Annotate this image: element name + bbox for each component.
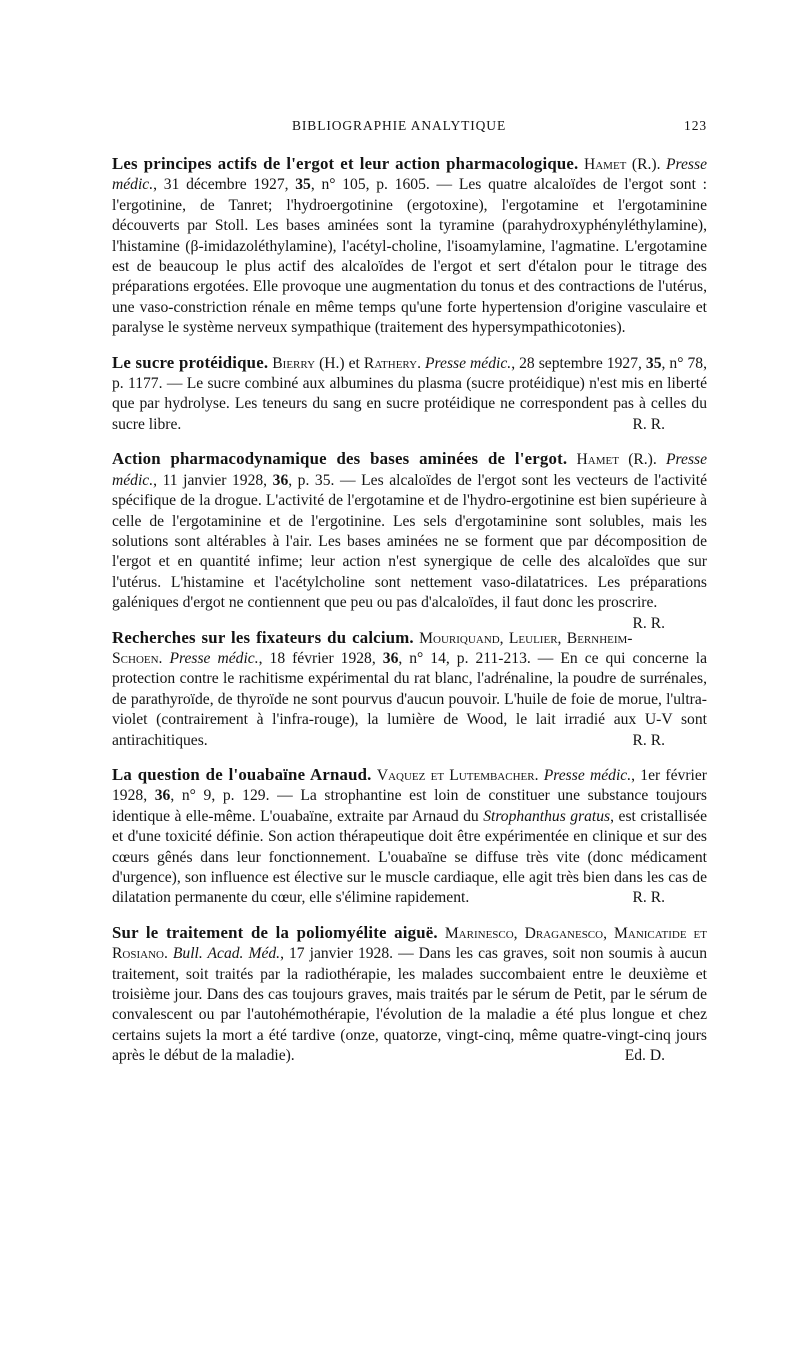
entry-signature: R. R. [632, 889, 665, 907]
entry-body-species: Strophanthus gratus [483, 807, 611, 825]
entry-volume: 36 [382, 649, 399, 667]
entry-body: — Dans les cas graves, soit non soumis à aucun traitement, soit traités par la radiothérapie, les malades succombaient entre le deuxième et troisième jour. Dans des cas toujours graves, mais traités par le sérum de Petit, par le sérum de convalescent ou par l'autohémothérapie, l'évolution de la maladie a été plus longue et chez certains sujets la mort a été tardive (onze, quatorze, vingt-cinq, même quatre-vingt-cinq jours après le début de la maladie). [112, 945, 707, 1065]
running-header [112, 118, 707, 140]
bibliography-entry [112, 449, 708, 632]
entry-citation: , 1er février 1928, [112, 766, 707, 805]
entry-heading: La question de l'ouabaïne Arnaud. [112, 764, 372, 784]
entry-author-initial: (R.). [631, 156, 661, 173]
entry-body: — Les alcaloïdes de l'ergot sont les vecteurs de l'activité spécifique de la drogue. L'activité de l'ergotamine et de l'hydro-ergotinine est bien supérieure à celle de l'ergotaminine et de l'ergotinine. Les sels d'ergotaminine sont solubles, mais les solutions sont altérables à l'air. Les bases aminées ne se forment que par décomposition de l'ergot et en quantité infime; leur action n'est synergique de celle des alcaloïdes que sur l'utérus. L'histamine et l'acétylcholine sont nettement vaso-dilatatrices. Les préparations galéniques d'ergot ne contiennent que peu ou pas d'alcaloïdes, il faut donc les proscrire. [112, 471, 708, 612]
entry-author-2: Rathery. [363, 354, 422, 372]
entry-body-intro: — La strophantine est loin de constituer une substance toujours identique à elle-même. L'ouabaïne, extraite par Arnaud du [112, 787, 707, 825]
entry-citation-tail: , n° 9, p. 129. [170, 787, 270, 805]
entry-journal: Presse médic. [112, 156, 707, 194]
entry-citation: , 11 janvier 1928, [153, 471, 273, 489]
entry-author: Marinesco, Draganesco, Manicatide et Rosiano. [112, 924, 707, 963]
entry-signature: Ed. D. [624, 1047, 665, 1065]
page-number: 123 [684, 118, 707, 133]
entry-citation-tail: , n° 105, p. 1605. [310, 176, 430, 194]
running-title: BIBLIOGRAPHIE ANALYTIQUE [292, 118, 507, 133]
entry-volume: 35 [295, 176, 311, 194]
entry-volume: 36 [272, 471, 289, 489]
entry-signature: R. R. [632, 415, 665, 433]
entry-body: — En ce qui concerne la protection contre le rachitisme expérimental du rat blanc, l'adrénaline, la poudre de surrénales, de parathyroïde, de thyroïde ne sont pourvus d'aucun pouvoir. L'huile de foie de morue, l'ultra-violet (contrairement à l'infra-rouge), la lumière de Wood, le lait irradié aux U-V sont antirachitiques. [112, 649, 708, 749]
entry-journal: Presse médic. [543, 766, 632, 784]
entry-volume: 35 [645, 354, 662, 372]
entry-citation: , 28 septembre 1927, [511, 354, 646, 372]
document-page [112, 118, 707, 1067]
entry-author: Hamet [576, 451, 619, 469]
entry-author: Bierry [272, 354, 316, 372]
entry-journal: Presse médic. [112, 451, 708, 489]
entry-heading: Recherches sur les fixateurs du calcium. [112, 627, 414, 647]
entry-author: Hamet [583, 156, 627, 173]
entry-signature: R. R. [632, 731, 665, 749]
entry-body: — Les quatre alcaloïdes de l'ergot sont : l'ergotinine, de Tanret; l'hydroergotinine (ergotoxine), l'ergotamine et l'ergotaminine découverts par Stoll. Les bases aminées sont la tyramine (parahydroxyphényléthylamine), l'histamine (β-imidazoléthylamine), l'acétyl-choline, l'isoamylamine, l'agmatine. L'ergotamine est de beaucoup le plus actif des alcaloïdes de l'ergot et sert d'étalon pour le titrage des préparations ergotées. Elle provoque une augmentation du tonus et des contractions de l'utérus, une vaso-constriction rénale en même temps qu'une forte hypertension d'origine vasculaire et paralyse le système nerveux sympathique (traitement des hypersympathicotonies). [112, 176, 707, 337]
bibliography-entry [112, 154, 707, 339]
entry-author: Vaquez et Lutembacher. [376, 766, 539, 784]
entry-author-initial: (R.). [628, 451, 657, 469]
entry-citation-tail: , p. 35. [288, 471, 335, 489]
entry-signature: R. R. [632, 614, 665, 632]
entry-body: , est cristallisée et d'une toxicité définie. Son action thérapeutique doit être expérimentée en clinique et sur des cœurs gênés dans leur fonctionnement. L'ouabaïne se diffuse très vite (donc médicament d'urgence), son influence est élective sur le muscle cardiaque, elle agit très bien dans les cas de dilatation permanente du cœur, elle s'élimine rapidement. [112, 807, 708, 907]
entry-volume: 36 [154, 787, 171, 805]
entry-citation-tail: , n° 14, p. 211-213. [398, 649, 531, 667]
entry-journal: Presse médic. [425, 354, 512, 372]
entry-citation: , 31 décembre 1927, [153, 176, 296, 194]
entry-author: Mouriquand, Leulier, Bernheim-Schoen. [112, 629, 633, 667]
bibliography-entry [112, 353, 707, 436]
entry-heading: Les principes actifs de l'ergot et leur action pharmacologique. [112, 154, 579, 173]
entry-heading: Action pharmacodynamique des bases aminées de l'ergot. [112, 449, 568, 469]
entry-body: — Le sucre combiné aux albumines du plasma (sucre protéidique) n'est mis en liberté que par hydrolyse. Les teneurs du sang en sucre protéidique ne correspondent pas à celles du sucre libre. [112, 375, 707, 433]
entry-journal: Presse médic. [169, 649, 259, 667]
entry-citation: , 17 janvier 1928. [280, 945, 394, 963]
entry-citation-tail: , n° 78, p. 1177. [112, 354, 707, 393]
bibliography-entry [112, 628, 707, 751]
entry-author-initial: (H.) et [319, 354, 360, 372]
bibliography-entry [112, 765, 707, 909]
entry-heading: Le sucre protéidique. [112, 352, 269, 372]
bibliography-entry [112, 923, 707, 1067]
entry-journal: Bull. Acad. Méd. [172, 945, 281, 963]
entry-citation: , 18 février 1928, [258, 649, 383, 667]
entry-heading: Sur le traitement de la poliomyélite aiguë. [112, 922, 438, 942]
